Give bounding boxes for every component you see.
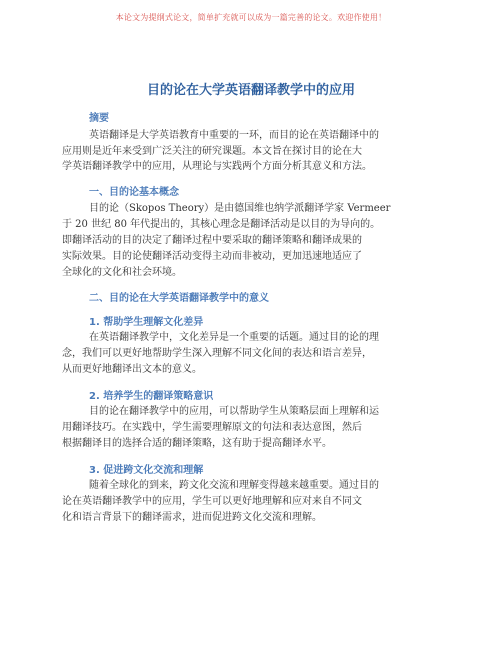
section2-sub2-line: 用翻译技巧。在实践中，学生需要理解原文的句法和表达意图，然后 xyxy=(62,422,362,433)
top-notice: 本论文为提纲式论文，简单扩充就可以成为一篇完善的论文。欢迎作使用！ xyxy=(115,13,387,22)
section1-line: 实际效果。目的论使翻译活动变得主动而非被动，更加迅速地适应了 xyxy=(62,251,362,262)
abstract-line: 应用则是近年来受到广泛关注的研究课题。本文旨在探讨目的论在大 xyxy=(62,146,362,157)
section1-line: 目的论（Skopos Theory）是由德国维也纳学派翻译学家 Vermeer xyxy=(89,203,391,214)
section1-heading: 一、目的论基本概念 xyxy=(89,187,179,198)
section2-sub1-line: 念，我们可以更好地帮助学生深入理解不同文化间的表达和语言差异， xyxy=(62,348,372,359)
section2-sub3-heading: 3. 促进跨文化交流和理解 xyxy=(89,465,204,476)
abstract-line: 英语翻译是大学英语教育中重要的一环，而目的论在英语翻译中的 xyxy=(89,130,379,141)
section2-sub3-line: 随着全球化的到来，跨文化交流和理解变得越来越重要。通过目的 xyxy=(89,480,379,491)
section2-sub1-heading: 1. 帮助学生理解文化差异 xyxy=(89,317,204,328)
section1-line: 于 20 世纪 80 年代提出的，其核心理念是翻译活动是以目的为导向的。 xyxy=(62,219,381,230)
abstract-heading: 摘要 xyxy=(89,113,109,124)
abstract-line: 学英语翻译教学中的应用，从理论与实践两个方面分析其意义和方法。 xyxy=(62,161,372,172)
section2-sub3-line: 论在英语翻译教学中的应用，学生可以更好地理解和应对来自不同文 xyxy=(62,496,362,507)
section2-sub3-line: 化和语言背景下的翻译需求，进而促进跨文化交流和理解。 xyxy=(62,512,322,523)
page-title: 目的论在大学英语翻译教学中的应用 xyxy=(146,83,355,98)
section2-sub2-line: 目的论在翻译教学中的应用，可以帮助学生从策略层面上理解和运 xyxy=(89,406,379,417)
section1-line: 全球化的文化和社会环境。 xyxy=(62,267,182,278)
section2-sub1-line: 从而更好地翻译出文本的意义。 xyxy=(62,364,202,375)
section2-sub2-line: 根据翻译目的选择合适的翻译策略，这有助于提高翻译水平。 xyxy=(62,438,332,449)
section2-sub1-line: 在英语翻译教学中，文化差异是一个重要的话题。通过目的论的理 xyxy=(89,332,379,343)
section1-line: 即翻译活动的目的决定了翻译过程中要采取的翻译策略和翻译成果的 xyxy=(62,235,362,246)
section2-heading: 二、目的论在大学英语翻译教学中的意义 xyxy=(89,293,269,304)
section2-sub2-heading: 2. 培养学生的翻译策略意识 xyxy=(89,391,214,402)
